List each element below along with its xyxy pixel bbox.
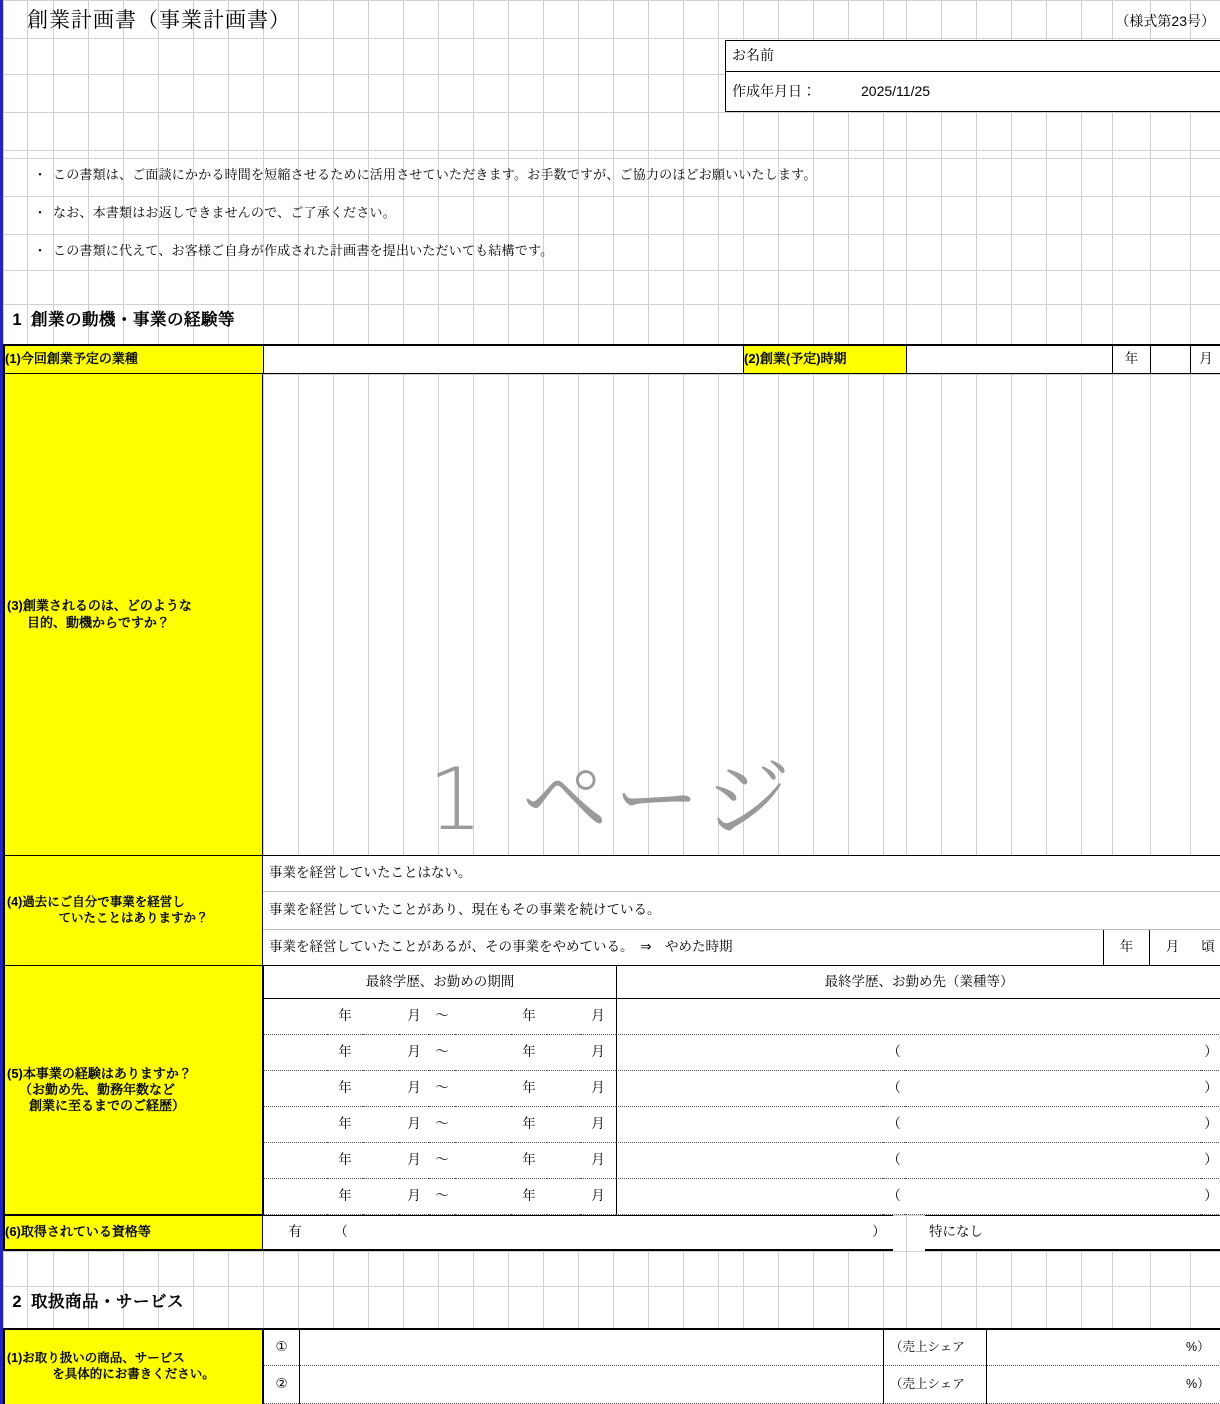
q5-unit-year: 年 <box>327 1035 363 1071</box>
date-value[interactable]: 2025/11/25 <box>855 72 1220 112</box>
q5-unit-year: 年 <box>511 999 547 1035</box>
q5-from-month-input[interactable] <box>363 1071 399 1107</box>
q5-workplace-input[interactable] <box>616 1179 883 1215</box>
q5-paren-close: ） <box>1201 1071 1220 1107</box>
grid-row-line <box>3 150 1220 151</box>
q4-past-business-label <box>3 856 263 966</box>
q6-license-input[interactable] <box>355 1215 865 1251</box>
q5-header-period: 最終学歴、お勤めの期間 <box>263 966 616 999</box>
q5-label-line2: （お勤め先、勤務年数など <box>19 1081 176 1097</box>
q5-to-month-input[interactable] <box>547 1071 580 1107</box>
q4-quit-month-unit: 月 <box>1149 930 1195 966</box>
q6-paren-open: （ <box>327 1215 355 1251</box>
q5-workplace-input[interactable] <box>616 1035 883 1071</box>
grid-row-line <box>3 1251 1220 1252</box>
q5-unit-year: 年 <box>327 1107 363 1143</box>
q4-label-line2: ていたことはありますか？ <box>58 910 209 925</box>
q5-unit-year: 年 <box>511 1143 547 1179</box>
q4-quit-approx: 頃 <box>1195 930 1220 966</box>
q3-motivation-label <box>3 374 263 856</box>
q2-year-unit: 年 <box>1112 344 1150 374</box>
grid-row-line <box>3 0 1220 1</box>
q1-industry-input[interactable] <box>263 344 743 374</box>
q5-to-year-input[interactable] <box>455 999 511 1035</box>
grid-row-line <box>3 270 1220 271</box>
q5-paren-open: （ <box>883 1107 905 1143</box>
name-label: お名前 <box>725 40 811 72</box>
q5-experience-label <box>3 966 263 1215</box>
form-number: （様式第23号） <box>1115 13 1215 30</box>
date-label: 作成年月日： <box>725 72 855 112</box>
q2-month-unit: 月 <box>1190 344 1220 374</box>
q5-unit-year: 年 <box>511 1107 547 1143</box>
q4-option-1[interactable]: 事業を経営していたことはない。 <box>263 856 1220 892</box>
q5-industry-input[interactable] <box>905 1107 1201 1143</box>
q5-from-year-input[interactable] <box>263 1179 327 1215</box>
q5-unit-month: 月 <box>580 1179 616 1215</box>
s2-share-suffix: %） <box>1186 1328 1220 1366</box>
q5-unit-year: 年 <box>511 1035 547 1071</box>
q5-unit-month: 月 <box>399 1107 429 1143</box>
s2-share-suffix: %） <box>1186 1366 1220 1404</box>
q5-paren-close: ） <box>1201 1143 1220 1179</box>
s2-share-input[interactable] <box>986 1328 1186 1366</box>
s2-q1-label-line1: (1)お取り扱いの商品、サービス <box>7 1351 185 1366</box>
q2-startup-timing-label: (2)創業(予定)時期 <box>743 344 906 374</box>
section1-number: 1 <box>12 310 22 329</box>
q5-unit-month: 月 <box>580 1143 616 1179</box>
q5-to-month-input[interactable] <box>547 1107 580 1143</box>
q5-unit-month: 月 <box>399 1143 429 1179</box>
q5-unit-tilde: ～ <box>429 1179 455 1215</box>
q5-unit-month: 月 <box>580 1071 616 1107</box>
q5-unit-year: 年 <box>327 1143 363 1179</box>
s2-share-label: （売上シェア <box>883 1328 986 1366</box>
q5-workplace-input[interactable] <box>616 1071 883 1107</box>
q5-from-month-input[interactable] <box>363 1107 399 1143</box>
q5-from-year-input[interactable] <box>263 1071 327 1107</box>
q5-to-year-input[interactable] <box>455 1143 511 1179</box>
q5-paren-close: ） <box>1201 1107 1220 1143</box>
s2-share-label: （売上シェア <box>883 1366 986 1404</box>
q5-label-line3: 創業に至るまでのご経歴） <box>29 1098 186 1114</box>
q5-industry-input[interactable] <box>905 1179 1201 1215</box>
q5-label-line1: (5)本事業の経験はありますか？ <box>7 1065 192 1081</box>
q5-workplace-input[interactable] <box>616 1107 883 1143</box>
q5-unit-tilde: ～ <box>429 1071 455 1107</box>
q6-yes-option[interactable]: 有 <box>263 1215 327 1251</box>
q5-from-year-input[interactable] <box>263 1143 327 1179</box>
q5-unit-month: 月 <box>580 999 616 1035</box>
q5-unit-year: 年 <box>511 1179 547 1215</box>
q3-label-line1: (3)創業されるのは、どのような <box>7 598 192 614</box>
q5-from-year-input[interactable] <box>263 999 327 1035</box>
q5-industry-input[interactable] <box>905 1071 1201 1107</box>
grid-row-line <box>3 112 1220 113</box>
q4-quit-year-unit: 年 <box>1103 930 1149 966</box>
q5-workplace-input[interactable] <box>616 1143 883 1179</box>
q4-label-line1: (4)過去にご自分で事業を経営し <box>7 894 185 909</box>
q5-to-year-input[interactable] <box>455 1179 511 1215</box>
q5-to-month-input[interactable] <box>547 1143 580 1179</box>
q5-unit-month: 月 <box>399 1035 429 1071</box>
q5-paren-open: （ <box>883 1179 905 1215</box>
q6-none-option[interactable]: 特になし <box>925 1215 1220 1251</box>
section1-title: 創業の動機・事業の経験等 <box>31 310 235 329</box>
q5-from-month-input[interactable] <box>363 1143 399 1179</box>
q5-paren-open: （ <box>883 1035 905 1071</box>
q5-unit-tilde: ～ <box>429 1035 455 1071</box>
s2-q1-label-line2: を具体的にお書きください。 <box>52 1367 215 1381</box>
page-watermark: 1 ページ <box>428 750 797 850</box>
q5-unit-month: 月 <box>580 1035 616 1071</box>
q5-from-month-input[interactable] <box>363 999 399 1035</box>
q1-industry-label: (1)今回創業予定の業種 <box>3 344 263 374</box>
q5-unit-tilde: ～ <box>429 999 455 1035</box>
q5-unit-month: 月 <box>399 1179 429 1215</box>
q2-year-input[interactable] <box>906 344 1112 374</box>
q5-from-month-input[interactable] <box>363 1035 399 1071</box>
q5-to-year-input[interactable] <box>455 1071 511 1107</box>
q5-to-month-input[interactable] <box>547 1035 580 1071</box>
q5-to-year-input[interactable] <box>455 1035 511 1071</box>
q5-unit-month: 月 <box>399 999 429 1035</box>
note-bullet-marker: ・ <box>33 242 47 258</box>
q3-label-line2: 目的、動機からですか？ <box>27 614 170 630</box>
q5-from-month-input[interactable] <box>363 1179 399 1215</box>
q5-unit-year: 年 <box>327 1071 363 1107</box>
q2-month-input[interactable] <box>1150 344 1190 374</box>
q5-workplace-input[interactable] <box>616 999 1220 1035</box>
q6-paren-close: ） <box>865 1215 893 1251</box>
q5-to-month-input[interactable] <box>547 999 580 1035</box>
q5-paren-open: （ <box>883 1071 905 1107</box>
section2-number: 2 <box>12 1292 22 1311</box>
q5-unit-year: 年 <box>511 1071 547 1107</box>
q5-header-workplace: 最終学歴、お勤め先（業種等） <box>616 966 1220 999</box>
q5-to-year-input[interactable] <box>455 1107 511 1143</box>
q5-unit-tilde: ～ <box>429 1107 455 1143</box>
q5-unit-tilde: ～ <box>429 1143 455 1179</box>
s2-product-input[interactable] <box>299 1366 883 1404</box>
q5-to-month-input[interactable] <box>547 1179 580 1215</box>
q5-paren-close: ） <box>1201 1035 1220 1071</box>
s2-row-marker: ② <box>263 1366 299 1404</box>
q5-from-year-input[interactable] <box>263 1035 327 1071</box>
q4-option-2[interactable]: 事業を経営していたことがあり、現在もその事業を続けている。 <box>263 892 1220 930</box>
q5-unit-month: 月 <box>399 1071 429 1107</box>
q5-industry-input[interactable] <box>905 1143 1201 1179</box>
grid-row-line <box>3 38 1220 39</box>
q5-paren-close: ） <box>1201 1179 1220 1215</box>
name-input[interactable] <box>811 40 1220 72</box>
page-title: 創業計画書（事業計画書） <box>27 8 291 32</box>
q3-motivation-input[interactable] <box>263 374 1220 856</box>
q5-unit-year: 年 <box>327 1179 363 1215</box>
q5-from-year-input[interactable] <box>263 1107 327 1143</box>
note-bullet-marker: ・ <box>33 204 47 220</box>
s2-q1-products-label <box>3 1328 263 1404</box>
q6-license-label: (6)取得されている資格等 <box>3 1215 263 1251</box>
q5-paren-open: （ <box>883 1143 905 1179</box>
note-text-1: この書類は、ご面談にかかる時間を短縮させるために活用させていただきます。お手数ですが、ご協力のほどお願いいたします。 <box>53 166 817 182</box>
note-bullet-marker: ・ <box>33 166 47 182</box>
section2-title: 取扱商品・サービス <box>31 1292 184 1311</box>
note-text-2: なお、本書類はお返しできませんので、ご了承ください。 <box>53 204 396 220</box>
q4-option-3[interactable]: 事業を経営していたことがあるが、その事業をやめている。 ⇒ やめた時期 <box>263 930 1103 966</box>
q5-unit-month: 月 <box>580 1107 616 1143</box>
s2-product-input[interactable] <box>299 1328 883 1366</box>
q5-industry-input[interactable] <box>905 1035 1201 1071</box>
q5-unit-year: 年 <box>327 999 363 1035</box>
note-text-3: この書類に代えて、お客様ご自身が作成された計画書を提出いただいても結構です。 <box>53 242 554 258</box>
s2-share-input[interactable] <box>986 1366 1186 1404</box>
s2-row-marker: ① <box>263 1328 299 1366</box>
